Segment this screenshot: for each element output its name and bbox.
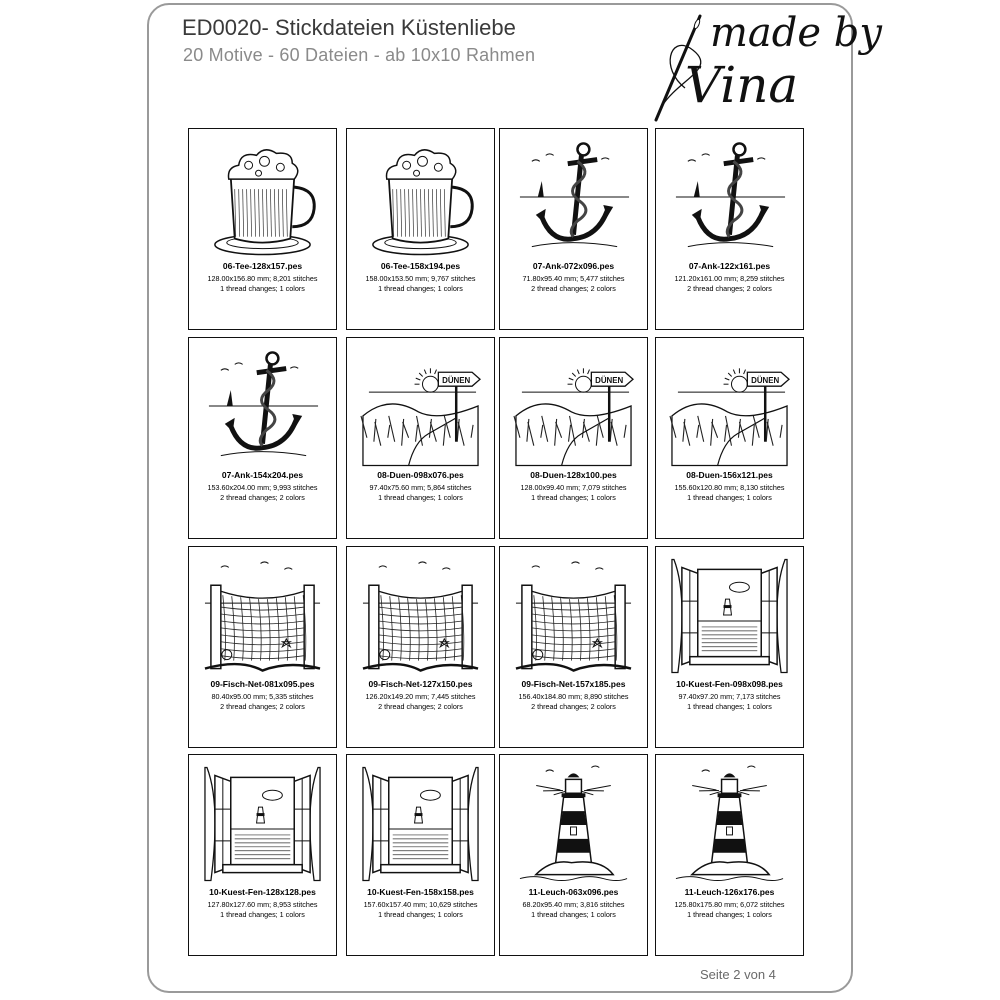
page-subtitle: 20 Motive - 60 Dateien - ab 10x10 Rahmen [183,45,536,65]
file-colors: 2 thread changes; 2 colors [687,284,772,293]
sign-text: DÜNEN [751,376,780,386]
file-colors: 1 thread changes; 1 colors [531,493,616,502]
sign-text: DÜNEN [442,376,471,386]
file-dimensions: 68.20x95.40 mm; 3,816 stitches [522,900,625,909]
file-colors: 1 thread changes; 1 colors [220,284,305,293]
file-colors: 1 thread changes; 1 colors [220,910,305,919]
file-name: 09-Fisch-Net-081x095.pes [210,679,315,689]
dunes-icon [512,346,635,468]
file-name: 09-Fisch-Net-127x150.pes [368,679,473,689]
file-colors: 2 thread changes; 2 colors [220,702,305,711]
anchor-icon [201,346,324,468]
window-icon [668,555,791,677]
file-dimensions: 125.80x175.80 mm; 6,072 stitches [674,900,785,909]
file-dimensions: 127.80x127.60 mm; 8,953 stitches [207,900,318,909]
file-name: 10-Kuest-Fen-098x098.pes [676,679,783,689]
file-name: 10-Kuest-Fen-128x128.pes [209,887,316,897]
motif-grid [188,128,808,958]
motif-card [188,754,337,956]
file-dimensions: 157.60x157.40 mm; 10,629 stitches [363,900,478,909]
motif-card [655,337,804,539]
window-icon [359,763,482,885]
file-dimensions: 156.40x184.80 mm; 8,890 stitches [518,692,629,701]
file-name: 08-Duen-098x076.pes [377,470,464,480]
file-colors: 1 thread changes; 1 colors [378,910,463,919]
motif-card [655,546,804,748]
file-dimensions: 155.60x120.80 mm; 8,130 stitches [674,483,785,492]
anchor-icon [668,137,791,259]
motif-card [499,546,648,748]
fishing-net-icon [359,555,482,677]
file-colors: 1 thread changes; 1 colors [531,910,616,919]
file-colors: 1 thread changes; 1 colors [687,910,772,919]
lighthouse-icon [512,763,635,885]
motif-card [346,337,495,539]
brand-logo [640,8,882,128]
anchor-icon [512,137,635,259]
dunes-icon [359,346,482,468]
lighthouse-icon [668,763,791,885]
mug-icon [359,137,482,259]
sign-text: DÜNEN [595,376,624,386]
file-dimensions: 71.80x95.40 mm; 5,477 stitches [522,274,625,283]
motif-card [188,546,337,748]
file-dimensions: 153.60x204.00 mm; 9,993 stitches [207,483,318,492]
motif-card [499,128,648,330]
file-colors: 2 thread changes; 2 colors [531,284,616,293]
file-colors: 1 thread changes; 1 colors [378,284,463,293]
file-colors: 1 thread changes; 1 colors [687,702,772,711]
file-name: 06-Tee-128x157.pes [222,261,303,271]
file-dimensions: 158.00x153.50 mm; 9,767 stitches [365,274,476,283]
file-name: 11-Leuch-126x176.pes [684,887,775,897]
file-dimensions: 97.40x75.60 mm; 5,864 stitches [369,483,472,492]
dunes-icon [668,346,791,468]
file-dimensions: 128.00x99.40 mm; 7,079 stitches [520,483,627,492]
file-colors: 2 thread changes; 2 colors [378,702,463,711]
fishing-net-icon [512,555,635,677]
motif-card [346,128,495,330]
motif-card [188,337,337,539]
motif-card [655,128,804,330]
mug-icon [201,137,324,259]
logo-vina: Vina [685,56,799,114]
motif-card [346,546,495,748]
file-colors: 1 thread changes; 1 colors [687,493,772,502]
file-name: 09-Fisch-Net-157x185.pes [521,679,626,689]
file-dimensions: 121.20x161.00 mm; 8,259 stitches [674,274,785,283]
motif-card [346,754,495,956]
motif-card [188,128,337,330]
file-name: 07-Ank-154x204.pes [221,470,304,480]
logo-made-by: made by [710,10,882,56]
file-colors: 1 thread changes; 1 colors [378,493,463,502]
file-name: 06-Tee-158x194.pes [380,261,461,271]
window-icon [201,763,324,885]
file-dimensions: 126.20x149.20 mm; 7,445 stitches [365,692,476,701]
file-name: 08-Duen-156x121.pes [686,470,773,480]
file-name: 10-Kuest-Fen-158x158.pes [367,887,474,897]
file-name: 11-Leuch-063x096.pes [528,887,619,897]
motif-card [499,754,648,956]
file-name: 07-Ank-122x161.pes [688,261,771,271]
motif-card [655,754,804,956]
file-dimensions: 80.40x95.00 mm; 5,335 stitches [211,692,314,701]
file-dimensions: 128.00x156.80 mm; 8,201 stitches [207,274,318,283]
page-number: Seite 2 von 4 [700,967,776,982]
fishing-net-icon [201,555,324,677]
file-colors: 2 thread changes; 2 colors [531,702,616,711]
motif-card [499,337,648,539]
file-name: 08-Duen-128x100.pes [530,470,617,480]
file-colors: 2 thread changes; 2 colors [220,493,305,502]
file-name: 07-Ank-072x096.pes [532,261,615,271]
page-title: ED0020- Stickdateien Küstenliebe [182,15,516,40]
file-dimensions: 97.40x97.20 mm; 7,173 stitches [678,692,781,701]
